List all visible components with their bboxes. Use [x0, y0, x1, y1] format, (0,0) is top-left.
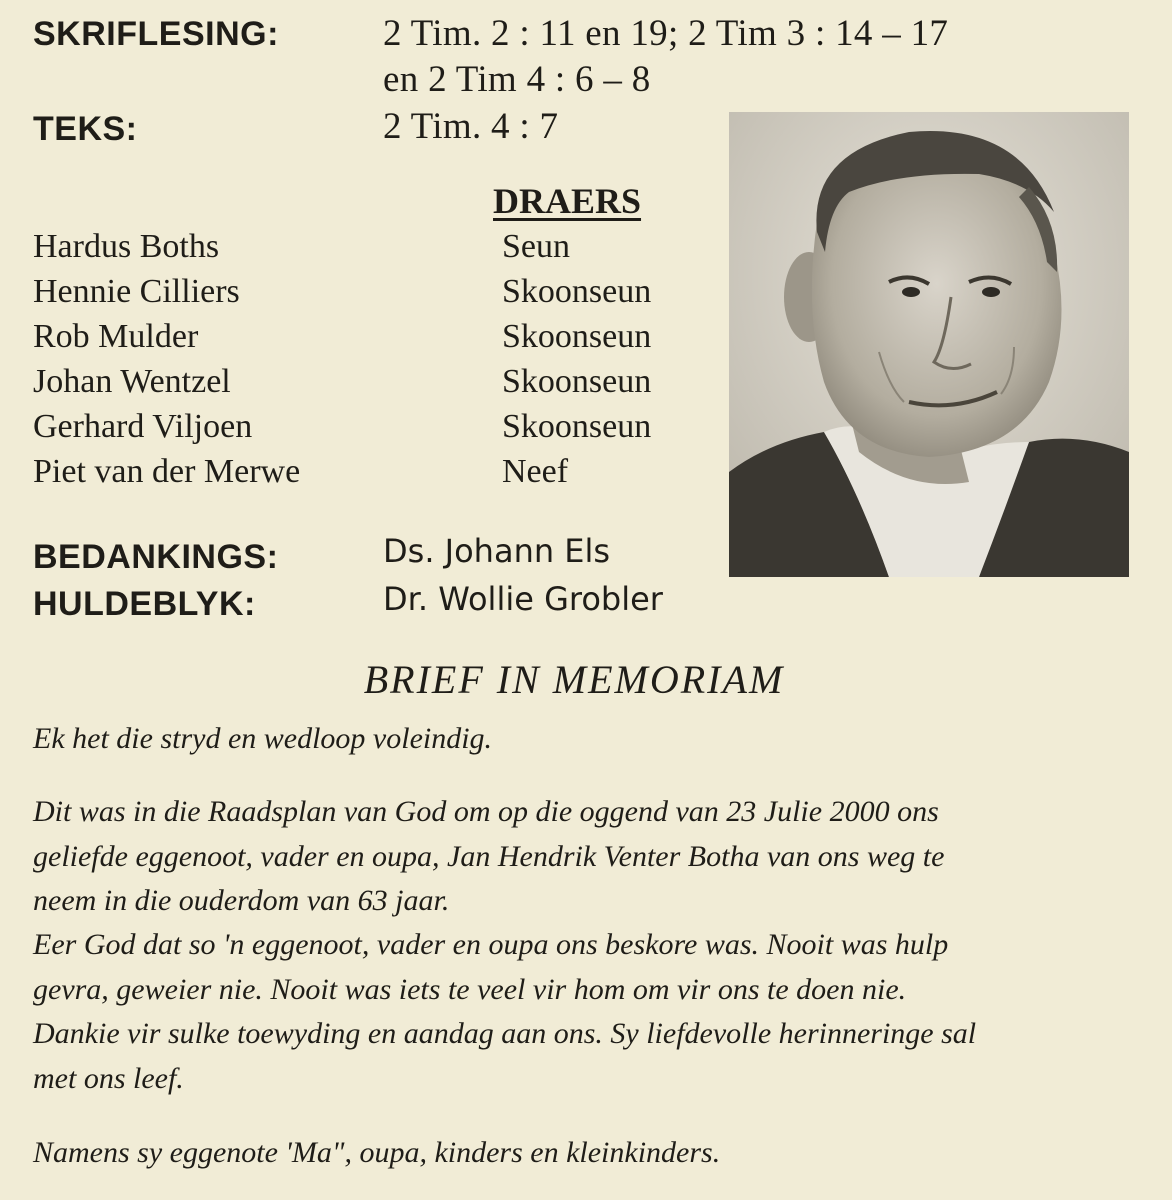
- letter-title: [0, 656, 1172, 703]
- letter-line: Dankie vir sulke toewyding en aandag aan ons. Sy liefdevolle herinneringe sal: [33, 1017, 977, 1050]
- bearer-name: Johan Wentzel: [33, 363, 231, 400]
- bearer-role: Skoonseun: [502, 273, 652, 310]
- bearer-role: Skoonseun: [502, 408, 652, 445]
- letter-line: gevra, geweier nie. Nooit was iets te veel vir hom om vir ons te doen nie.: [33, 973, 907, 1006]
- letter-line: Dit was in die Raadsplan van God om op die oggend van 23 Julie 2000 ons: [33, 795, 939, 828]
- bearer-name: Piet van der Merwe: [33, 453, 301, 490]
- teks-label: TEKS:: [33, 110, 138, 148]
- letter-line: met ons leef.: [33, 1062, 184, 1095]
- bearer-role: Skoonseun: [502, 363, 652, 400]
- bearer-role: Skoonseun: [502, 318, 652, 355]
- draers-heading: DRAERS: [493, 181, 642, 221]
- letter-line: geliefde eggenoot, vader en oupa, Jan Hendrik Venter Botha van ons weg te: [33, 840, 945, 873]
- bearer-role: Neef: [502, 453, 569, 490]
- huldeblyk-value: Dr. Wollie Grobler: [383, 580, 663, 618]
- portrait-illustration: [729, 112, 1129, 577]
- bearer-name: Rob Mulder: [33, 318, 199, 355]
- skriflesing-line-1: 2 Tim. 2 : 11 en 19; 2 Tim 3 : 14 – 17: [383, 13, 949, 54]
- skriflesing-label: SKRIFLESING:: [33, 15, 279, 53]
- bearer-role: Seun: [502, 228, 570, 265]
- letter-closing: Namens sy eggenote 'Ma", oupa, kinders en kleinkinders.: [33, 1136, 721, 1169]
- teks-value: 2 Tim. 4 : 7: [383, 106, 559, 147]
- bearer-name: Gerhard Viljoen: [33, 408, 253, 445]
- portrait-photo: [729, 112, 1129, 577]
- bearer-name: Hennie Cilliers: [33, 273, 240, 310]
- letter-line: Eer God dat so 'n eggenoot, vader en oupa ons beskore was. Nooit was hulp: [33, 928, 949, 961]
- letter-line: neem in die ouderdom van 63 jaar.: [33, 884, 450, 917]
- bedankings-value: Ds. Johann Els: [383, 532, 611, 570]
- skriflesing-line-2: en 2 Tim 4 : 6 – 8: [383, 59, 651, 100]
- bedankings-label: BEDANKINGS:: [33, 538, 279, 576]
- letter-title-text: BRIEF IN MEMORIAM: [363, 657, 785, 702]
- bearer-name: Hardus Boths: [33, 228, 220, 265]
- letter-opening-line: Ek het die stryd en wedloop voleindig.: [33, 722, 493, 755]
- huldeblyk-label: HULDEBLYK:: [33, 585, 256, 623]
